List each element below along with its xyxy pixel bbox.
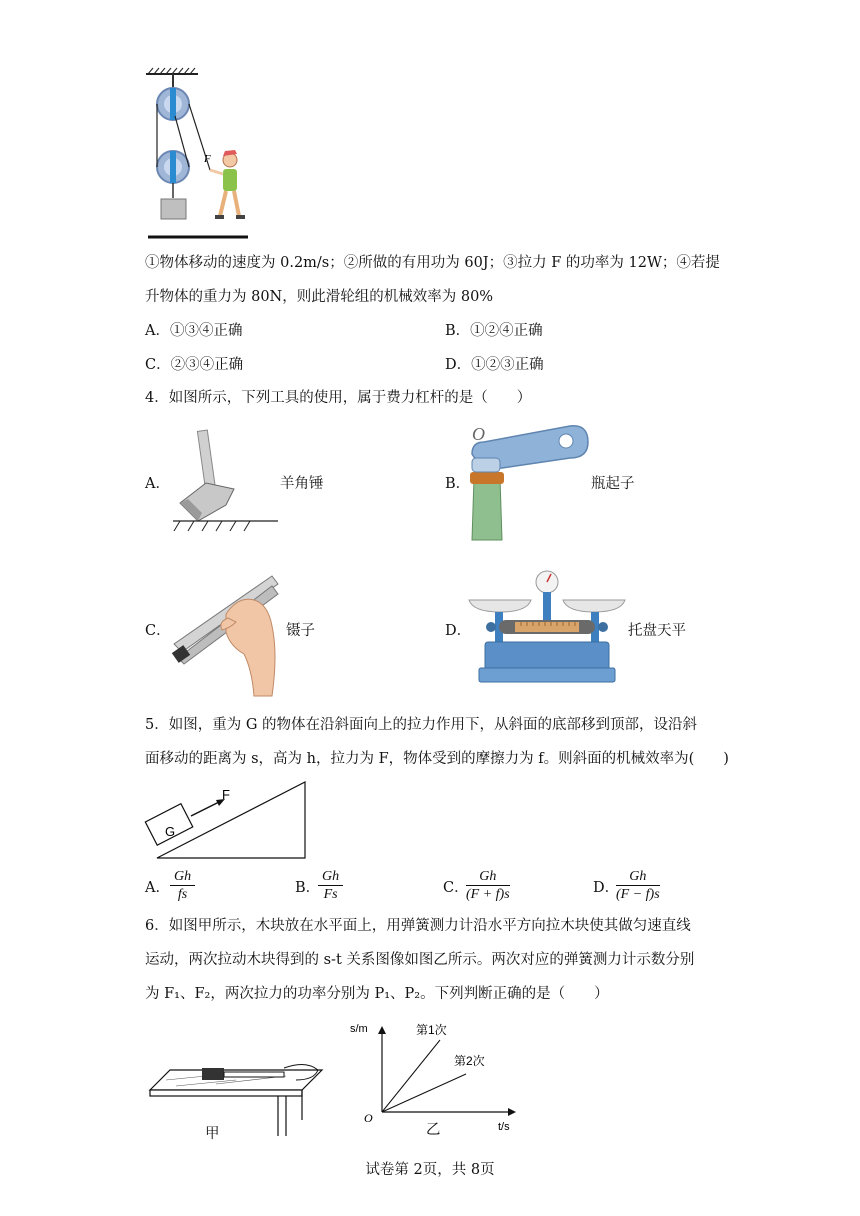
q6-stem-line1: 6．如图甲所示，木块放在水平面上，用弹簧测力计沿水平方向拉木块使其做匀速直线 bbox=[145, 918, 691, 934]
q5-option-c-fraction: $\frac{Gh}{(F + f)s}$ bbox=[466, 869, 510, 902]
tweezers-figure bbox=[168, 574, 288, 699]
q3-option-c: C．②③④正确 bbox=[145, 357, 244, 373]
q3-option-b: B．①②④正确 bbox=[445, 323, 543, 339]
q4-option-a-label: 羊角锤 bbox=[280, 476, 324, 492]
q4-option-c-label: 镊子 bbox=[286, 623, 315, 639]
q4-option-a-letter: A． bbox=[145, 476, 170, 492]
q5-option-d-fraction: $\frac{Gh}{(F - f)s}$ bbox=[616, 869, 660, 902]
q3-statement-line2: 升物体的重力为 80N，则此滑轮组的机械效率为 80% bbox=[145, 289, 494, 305]
block-g-label: G bbox=[165, 824, 176, 839]
pulley-figure bbox=[140, 66, 260, 241]
q3-statement-line1: ①物体移动的速度为 0.2m/s；②所做的有用功为 60J；③拉力 F 的功率为 12W；④若提 bbox=[145, 255, 720, 271]
x-axis-label: t/s bbox=[498, 1121, 510, 1133]
q4-option-d-label: 托盘天平 bbox=[628, 623, 686, 639]
q5-option-b-letter: B． bbox=[295, 880, 321, 896]
line-second bbox=[382, 1074, 466, 1112]
incline-force-label: F bbox=[222, 787, 230, 802]
q6-stem-line3: 为 F₁、F₂，两次拉力的功率分别为 P₁、P₂。下列判断正确的是（ ） bbox=[145, 986, 609, 1002]
bottle-opener-figure bbox=[462, 420, 592, 540]
q4-option-b-letter: B． bbox=[445, 476, 471, 492]
y-axis-arrow bbox=[378, 1026, 386, 1034]
q5-option-a-fraction: $\frac{Gh}{fs}$ bbox=[170, 868, 195, 904]
q4-option-b-label: 瓶起子 bbox=[591, 476, 635, 492]
q3-option-a: A．①③④正确 bbox=[145, 323, 243, 339]
origin-label: O bbox=[364, 1111, 373, 1125]
line-first-label: 第1次 bbox=[416, 1023, 447, 1037]
line-first bbox=[382, 1040, 440, 1112]
q3-option-d: D．①②③正确 bbox=[445, 357, 544, 373]
line-second-label: 第2次 bbox=[454, 1054, 485, 1068]
q5-option-a-letter: A． bbox=[145, 880, 170, 896]
x-axis-arrow bbox=[508, 1108, 516, 1116]
force-f-label: F bbox=[204, 153, 211, 165]
figure-jia-label: 甲 bbox=[205, 1126, 220, 1142]
pivot-o-label: O bbox=[472, 424, 485, 444]
q4-option-c-letter: C． bbox=[145, 623, 171, 639]
page-footer: 试卷第 2页，共 8页 bbox=[365, 1162, 495, 1178]
claw-hammer-figure bbox=[168, 425, 283, 535]
q4-stem: 4．如图所示，下列工具的使用，属于费力杠杆的是（ ） bbox=[145, 390, 532, 406]
q5-option-b-fraction: $\frac{Gh}{Fs}$ bbox=[318, 868, 343, 904]
table-spring-figure bbox=[146, 1050, 326, 1140]
q4-option-d-letter: D． bbox=[445, 623, 472, 639]
balance-scale-figure bbox=[465, 570, 630, 685]
incline-figure bbox=[145, 778, 315, 863]
q5-option-d-letter: D． bbox=[593, 880, 620, 896]
figure-yi-label: 乙 bbox=[426, 1122, 441, 1138]
q6-stem-line2: 运动，两次拉动木块得到的 s-t 关系图像如图乙所示。两次对应的弹簧测力计示数分别 bbox=[145, 952, 695, 968]
q5-option-c-letter: C． bbox=[443, 880, 469, 896]
q5-stem-line2: 面移动的距离为 s，高为 h，拉力为 F，物体受到的摩擦力为 f。则斜面的机械效率为( ) bbox=[145, 751, 729, 767]
q5-stem-line1: 5．如图，重为 G 的物体在沿斜面向上的拉力作用下，从斜面的底部移到顶部，设沿斜 bbox=[145, 717, 698, 733]
y-axis-label: s/m bbox=[350, 1023, 368, 1035]
